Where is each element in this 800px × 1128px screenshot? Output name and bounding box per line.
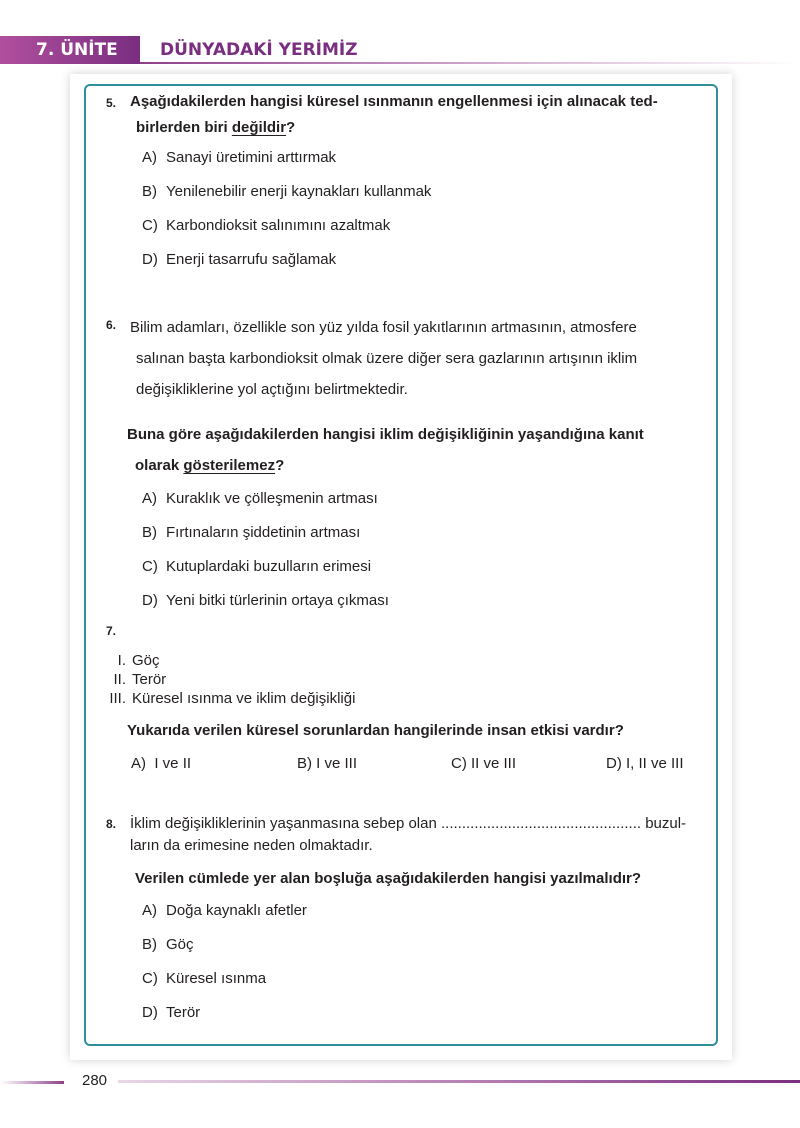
option-letter: A) bbox=[142, 902, 157, 919]
stem-line: Buna göre aşağıdakilerden hangisi iklim değişikliğinin yaşandığına kanıt bbox=[127, 426, 644, 443]
roman-numeral: II. bbox=[113, 671, 126, 688]
option-text: I ve III bbox=[316, 755, 358, 772]
option-text: Küresel ısınma bbox=[166, 970, 267, 987]
roman-text: Küresel ısınma ve iklim değişikliği bbox=[132, 690, 356, 707]
unit-title: DÜNYADAKİ YERİMİZ bbox=[160, 40, 358, 60]
option-letter: A) bbox=[142, 149, 157, 166]
question-number: 8. bbox=[106, 817, 117, 831]
option-a[interactable] bbox=[131, 755, 191, 772]
option-letter: C) bbox=[142, 970, 158, 987]
option-a[interactable] bbox=[142, 489, 378, 509]
option-letter: C) bbox=[142, 217, 158, 234]
text-line: İklim değişikliklerinin yaşanmasına sebep olan ................................................ buzul- bbox=[130, 815, 687, 832]
roman-numeral: III. bbox=[109, 690, 126, 707]
footer-line-right bbox=[118, 1080, 800, 1083]
text-line: ların da erimesine neden olmaktadır. bbox=[130, 837, 373, 854]
option-d[interactable] bbox=[142, 250, 336, 270]
option-b[interactable] bbox=[297, 755, 357, 772]
roman-numeral: I. bbox=[117, 652, 126, 669]
option-d[interactable] bbox=[142, 1003, 200, 1023]
option-letter: A) bbox=[142, 490, 157, 507]
stem-line: Aşağıdakilerden hangisi küresel ısınmanın engellenmesi için alınacak ted- bbox=[130, 93, 658, 110]
option-letter: B) bbox=[297, 755, 312, 772]
stem-text: birlerden biri bbox=[136, 119, 232, 136]
roman-text: Terör bbox=[132, 671, 167, 688]
question-stem: Verilen cümlede yer alan boşluğa aşağıdakilerden hangisi yazılmalıdır? bbox=[135, 870, 642, 887]
option-letter: B) bbox=[142, 183, 157, 200]
question-number: 6. bbox=[106, 318, 117, 332]
option-text: Sanayi üretimini arttırmak bbox=[166, 149, 337, 166]
text-line: salınan başta karbondioksit olmak üzere diğer sera gazlarının artışının iklim bbox=[136, 350, 638, 367]
option-text: Karbondioksit salınımını azaltmak bbox=[166, 217, 391, 234]
option-d[interactable] bbox=[606, 755, 684, 772]
option-c[interactable] bbox=[142, 216, 390, 236]
roman-text: Göç bbox=[132, 652, 160, 669]
option-d[interactable] bbox=[142, 591, 389, 611]
option-letter: A) bbox=[131, 755, 146, 772]
option-b[interactable] bbox=[142, 523, 360, 543]
text-line: değişikliklerine yol açtığını belirtmektedir. bbox=[136, 381, 408, 398]
stem-underlined: gösterilemez bbox=[183, 457, 276, 474]
unit-label: 7. ÜNİTE bbox=[36, 40, 118, 60]
option-a[interactable] bbox=[142, 148, 336, 168]
option-b[interactable] bbox=[142, 182, 431, 202]
stem-line bbox=[130, 119, 295, 136]
option-letter: D) bbox=[142, 592, 158, 609]
stem-underlined: değildir bbox=[231, 119, 287, 136]
stem-text: olarak bbox=[135, 457, 184, 474]
option-letter: D) bbox=[142, 1004, 158, 1021]
unit-tab bbox=[0, 36, 140, 64]
option-text: Enerji tasarrufu sağlamak bbox=[166, 251, 337, 268]
option-letter: B) bbox=[142, 936, 157, 953]
question-stem: Yukarıda verilen küresel sorunlardan hangilerinde insan etkisi vardır? bbox=[127, 722, 624, 739]
option-text: Kutuplardaki buzulların erimesi bbox=[166, 558, 372, 575]
option-c[interactable] bbox=[142, 557, 371, 577]
option-text: Göç bbox=[166, 936, 194, 953]
option-text: I, II ve III bbox=[626, 755, 684, 772]
option-text: Yenilenebilir enerji kaynakları kullanmak bbox=[166, 183, 432, 200]
option-text: Yeni bitki türlerinin ortaya çıkması bbox=[166, 592, 389, 609]
option-text: Doğa kaynaklı afetler bbox=[166, 902, 307, 919]
option-letter: B) bbox=[142, 524, 157, 541]
page-number: 280 bbox=[82, 1072, 108, 1089]
stem-text: ? bbox=[275, 457, 285, 474]
option-b[interactable] bbox=[142, 935, 194, 955]
option-a[interactable] bbox=[142, 901, 307, 921]
option-letter: D) bbox=[142, 251, 158, 268]
question-stem bbox=[127, 419, 707, 481]
option-text: I ve II bbox=[154, 755, 192, 772]
header-divider bbox=[140, 62, 800, 64]
roman-item bbox=[100, 651, 355, 670]
stem-line bbox=[127, 457, 284, 474]
option-c[interactable] bbox=[451, 755, 516, 772]
option-text: II ve III bbox=[471, 755, 517, 772]
option-text: Kuraklık ve çölleşmenin artması bbox=[166, 490, 378, 507]
question-text bbox=[130, 813, 710, 857]
option-c[interactable] bbox=[142, 969, 266, 989]
roman-list bbox=[100, 651, 355, 708]
question-stem bbox=[130, 89, 710, 141]
footer-line-left bbox=[0, 1081, 64, 1084]
text-line: Bilim adamları, özellikle son yüz yılda fosil yakıtlarının artmasının, atmosfere bbox=[130, 319, 637, 336]
roman-item bbox=[100, 689, 355, 708]
question-text bbox=[130, 312, 710, 405]
option-text: Terör bbox=[166, 1004, 201, 1021]
stem-text: ? bbox=[286, 119, 296, 136]
option-letter: C) bbox=[142, 558, 158, 575]
option-text: Fırtınaların şiddetinin artması bbox=[166, 524, 361, 541]
question-number: 5. bbox=[106, 96, 117, 110]
option-letter: D) bbox=[606, 755, 622, 772]
option-letter: C) bbox=[451, 755, 467, 772]
question-number: 7. bbox=[106, 624, 117, 638]
roman-item bbox=[100, 670, 355, 689]
